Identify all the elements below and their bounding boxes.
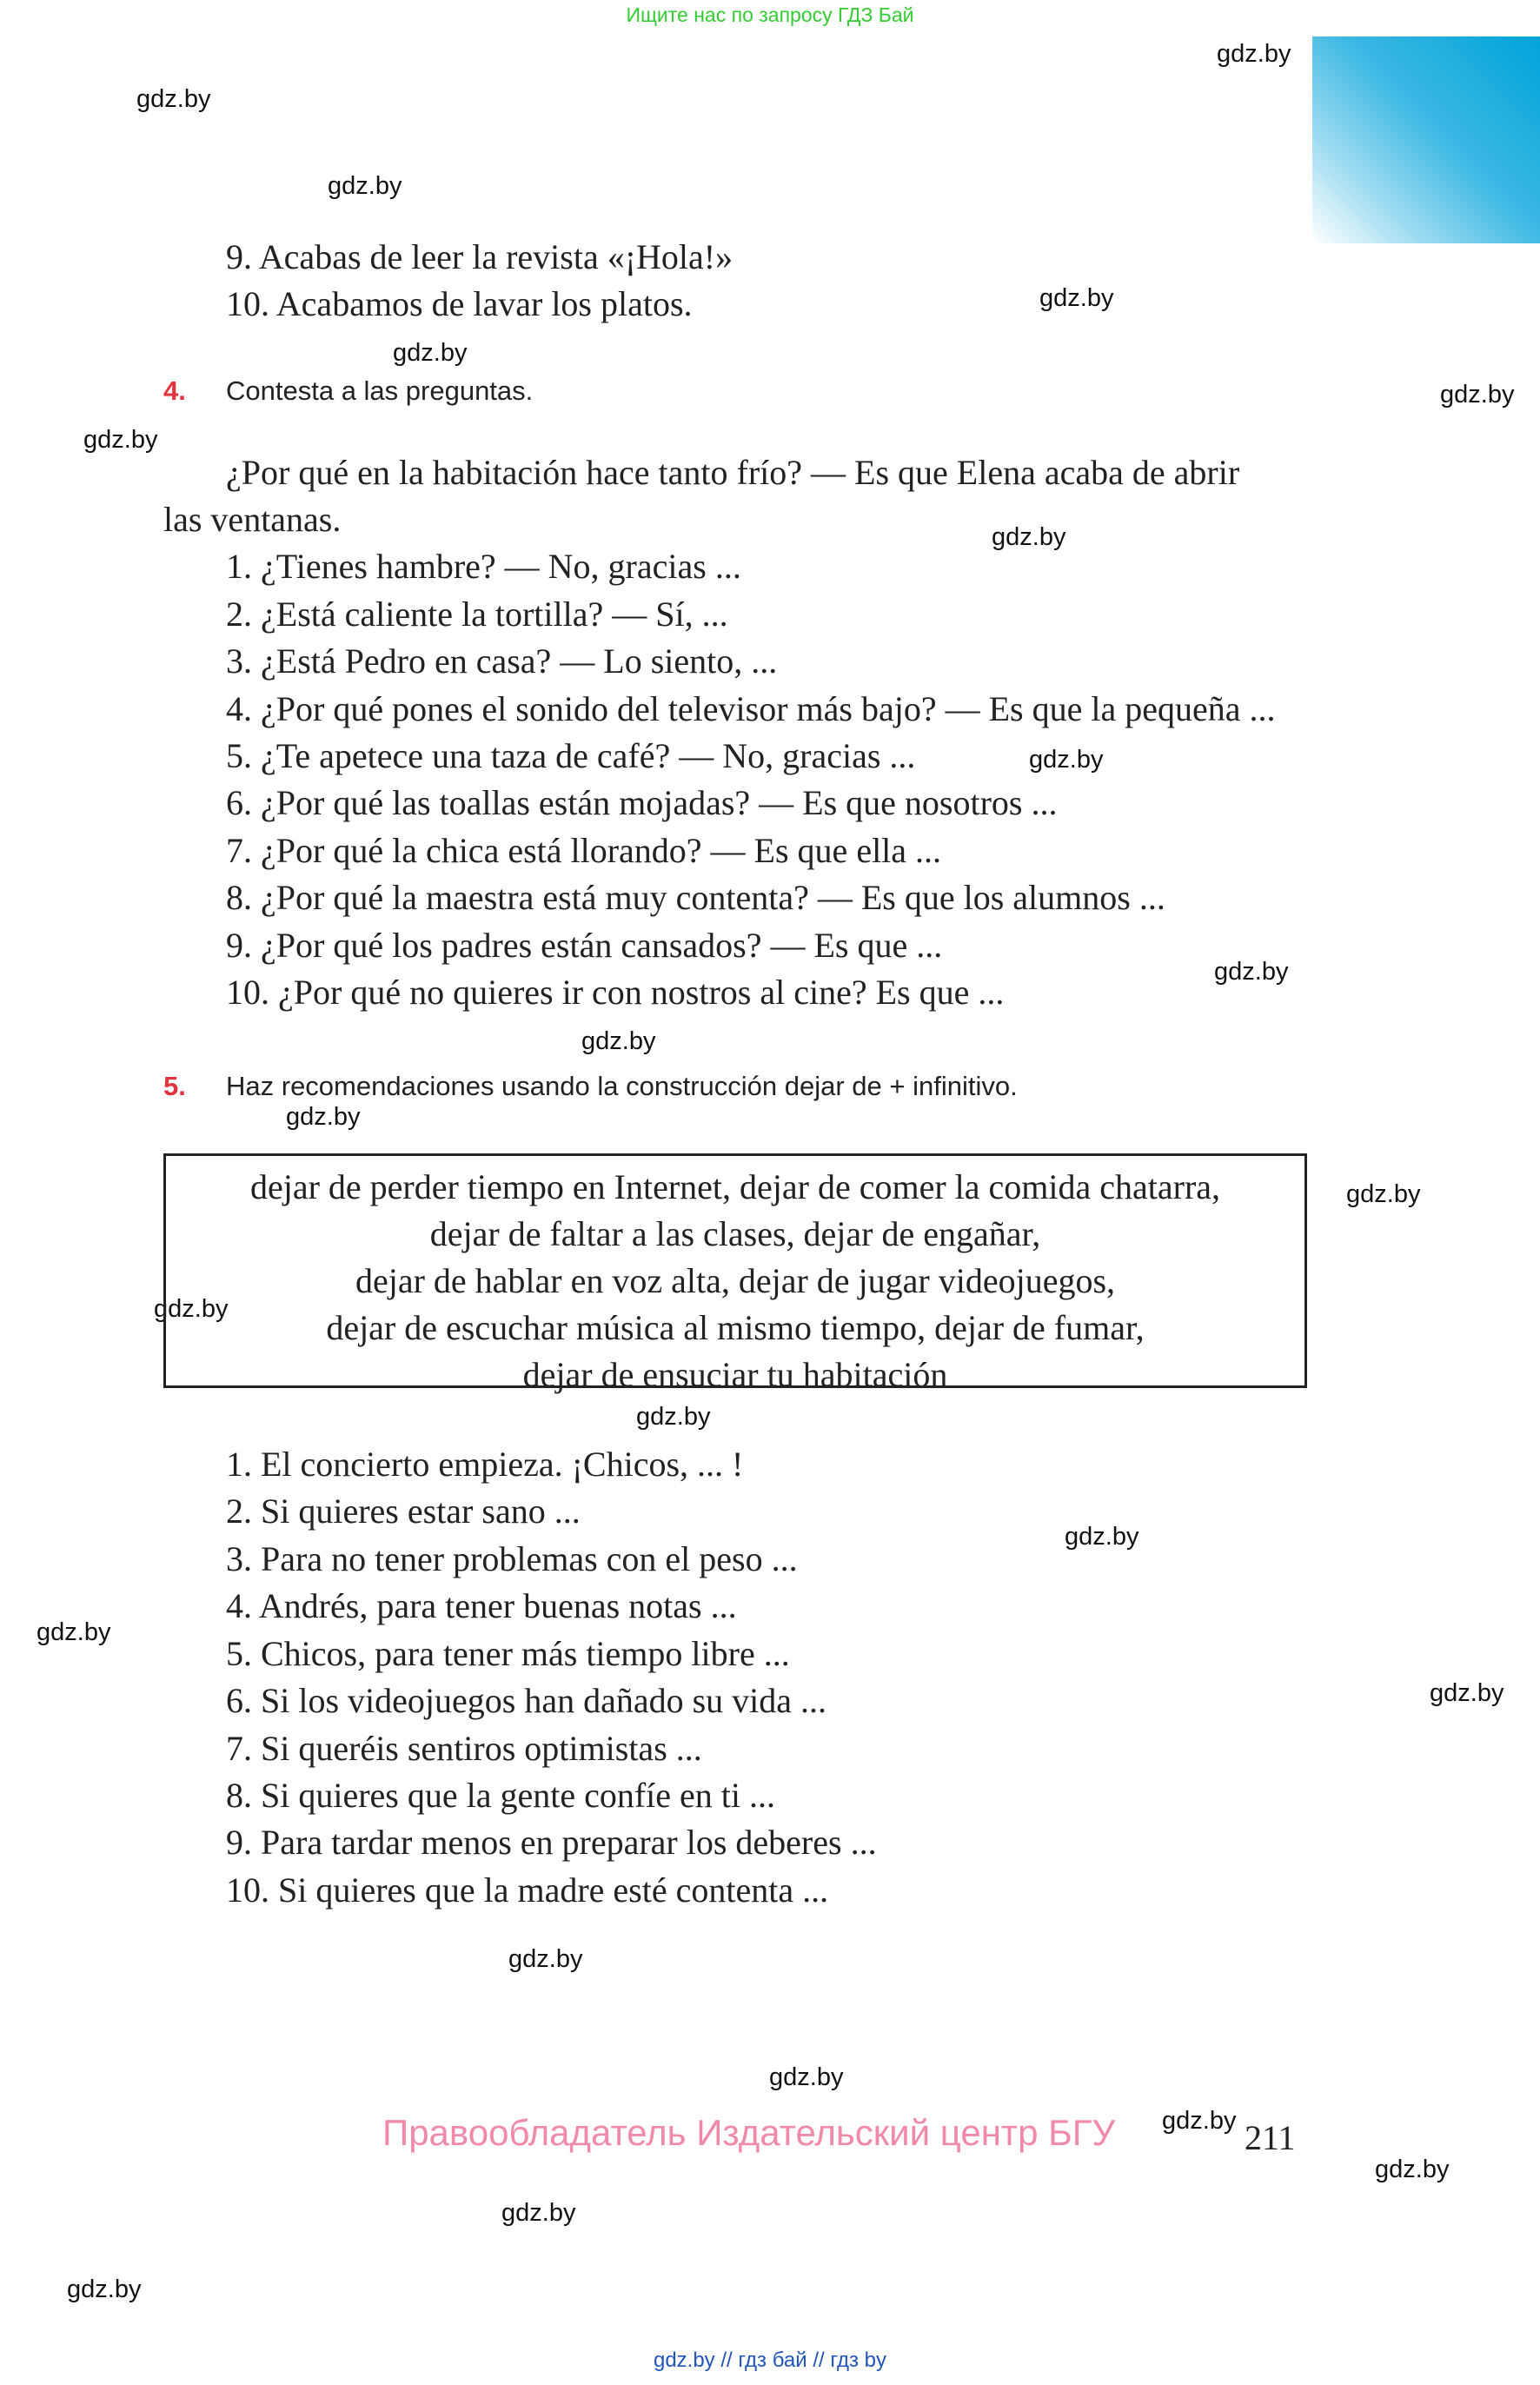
vocabulary-line: dejar de perder tiempo en Internet, dejar de comer la comida chatarra,: [249, 1167, 1221, 1206]
list-item: 3. Para no tener problemas con el peso ...: [226, 1539, 798, 1578]
watermark: gdz.by: [992, 523, 1066, 551]
watermark: gdz.by: [83, 426, 158, 454]
list-item: 10. Si quieres que la madre esté contenta ...: [226, 1870, 829, 1910]
list-item: 4. Andrés, para tener buenas notas ...: [226, 1586, 737, 1625]
list-item: 2. ¿Está caliente la tortilla? — Sí, ...: [226, 595, 728, 634]
list-item: 10. ¿Por qué no quieres ir con nostros al cine? Es que ...: [226, 973, 1005, 1012]
page-number: 211: [1245, 2118, 1296, 2157]
watermark: gdz.by: [1346, 1180, 1421, 1208]
watermark: gdz.by: [1065, 1523, 1139, 1551]
watermark: gdz.by: [1217, 40, 1291, 68]
list-item: 8. Si quieres que la gente confíe en ti ...: [226, 1776, 776, 1815]
list-item: 6. Si los videojuegos han dañado su vida ...: [226, 1681, 827, 1720]
list-item: 5. ¿Te apetece una taza de café? — No, gracias ...: [226, 736, 916, 775]
footer-links[interactable]: gdz.by // гдз бай // гдз by: [653, 2348, 887, 2372]
vocabulary-line: dejar de hablar en voz alta, dejar de jugar videojuegos,: [355, 1261, 1116, 1300]
watermark: gdz.by: [286, 1103, 361, 1131]
watermark: gdz.by: [769, 2063, 844, 2091]
top-banner[interactable]: Ищите нас по запросу ГДЗ Бай: [626, 3, 914, 26]
watermark: gdz.by: [328, 172, 402, 200]
watermark: gdz.by: [1430, 1679, 1504, 1707]
watermark: gdz.by: [636, 1403, 711, 1431]
watermark: gdz.by: [1375, 2156, 1450, 2183]
list-item: 3. ¿Está Pedro en casa? — Lo siento, ...: [226, 641, 778, 681]
watermark: gdz.by: [508, 1945, 583, 1973]
watermark: gdz.by: [67, 2275, 142, 2303]
watermark: gdz.by: [1214, 958, 1289, 986]
vocabulary-box: [163, 1153, 1307, 1394]
watermark: gdz.by: [393, 339, 468, 367]
vocabulary-line: dejar de ensuciar tu habitación: [522, 1355, 948, 1394]
list-item: 9. Para tardar menos en preparar los deberes ...: [226, 1823, 877, 1862]
task-5-instruction: Haz recomendaciones usando la construcción dejar de + infinitivo.: [226, 1071, 1018, 1101]
watermark: gdz.by: [37, 1618, 111, 1646]
list-item: 5. Chicos, para tener más tiempo libre ...: [226, 1634, 790, 1673]
list-item: 7. ¿Por qué la chica está llorando? — Es que ella ...: [226, 831, 942, 870]
watermark: gdz.by: [1162, 2107, 1237, 2135]
list-item: 4. ¿Por qué pones el sonido del televisor más bajo? — Es que la pequeña ...: [226, 689, 1276, 728]
copyright-notice: Правообладатель Издательский центр БГУ: [382, 2112, 1116, 2153]
watermark: gdz.by: [136, 85, 211, 113]
list-item: 1. El concierto empieza. ¡Chicos, ... !: [226, 1445, 744, 1484]
list-item: 6. ¿Por qué las toallas están mojadas? — Es que nosotros ...: [226, 783, 1058, 822]
task-4-number: 4.: [163, 375, 186, 406]
watermark: gdz.by: [1440, 381, 1515, 409]
watermark: gdz.by: [581, 1027, 656, 1055]
corner-decoration: [1312, 37, 1540, 243]
list-item: 2. Si quieres estar sano ...: [226, 1491, 581, 1531]
watermark: gdz.by: [1039, 284, 1114, 312]
list-item: 9. ¿Por qué los padres están cansados? — Es que ...: [226, 926, 943, 965]
list-item: 7. Si queréis sentiros optimistas ...: [226, 1729, 702, 1768]
list-item: 10. Acabamos de lavar los platos.: [226, 284, 693, 323]
vocabulary-line: dejar de escuchar música al mismo tiempo, dejar de fumar,: [326, 1308, 1145, 1347]
list-item: 1. ¿Tienes hambre? — No, gracias ...: [226, 547, 741, 586]
task-4-example: ¿Por qué en la habitación hace tanto frío? — Es que Elena acaba de abrir: [226, 453, 1240, 492]
watermark: gdz.by: [154, 1295, 229, 1323]
task-4-instruction: Contesta a las preguntas.: [226, 375, 534, 406]
list-item: 9. Acabas de leer la revista «¡Hola!»: [226, 237, 733, 276]
watermark: gdz.by: [501, 2199, 576, 2227]
task-4-example-cont: las ventanas.: [163, 500, 342, 539]
vocabulary-line: dejar de faltar a las clases, dejar de engañar,: [429, 1214, 1041, 1253]
list-item: 8. ¿Por qué la maestra está muy contenta? — Es que los alumnos ...: [226, 878, 1165, 917]
task-5-number: 5.: [163, 1071, 186, 1101]
watermark: gdz.by: [1029, 746, 1104, 774]
